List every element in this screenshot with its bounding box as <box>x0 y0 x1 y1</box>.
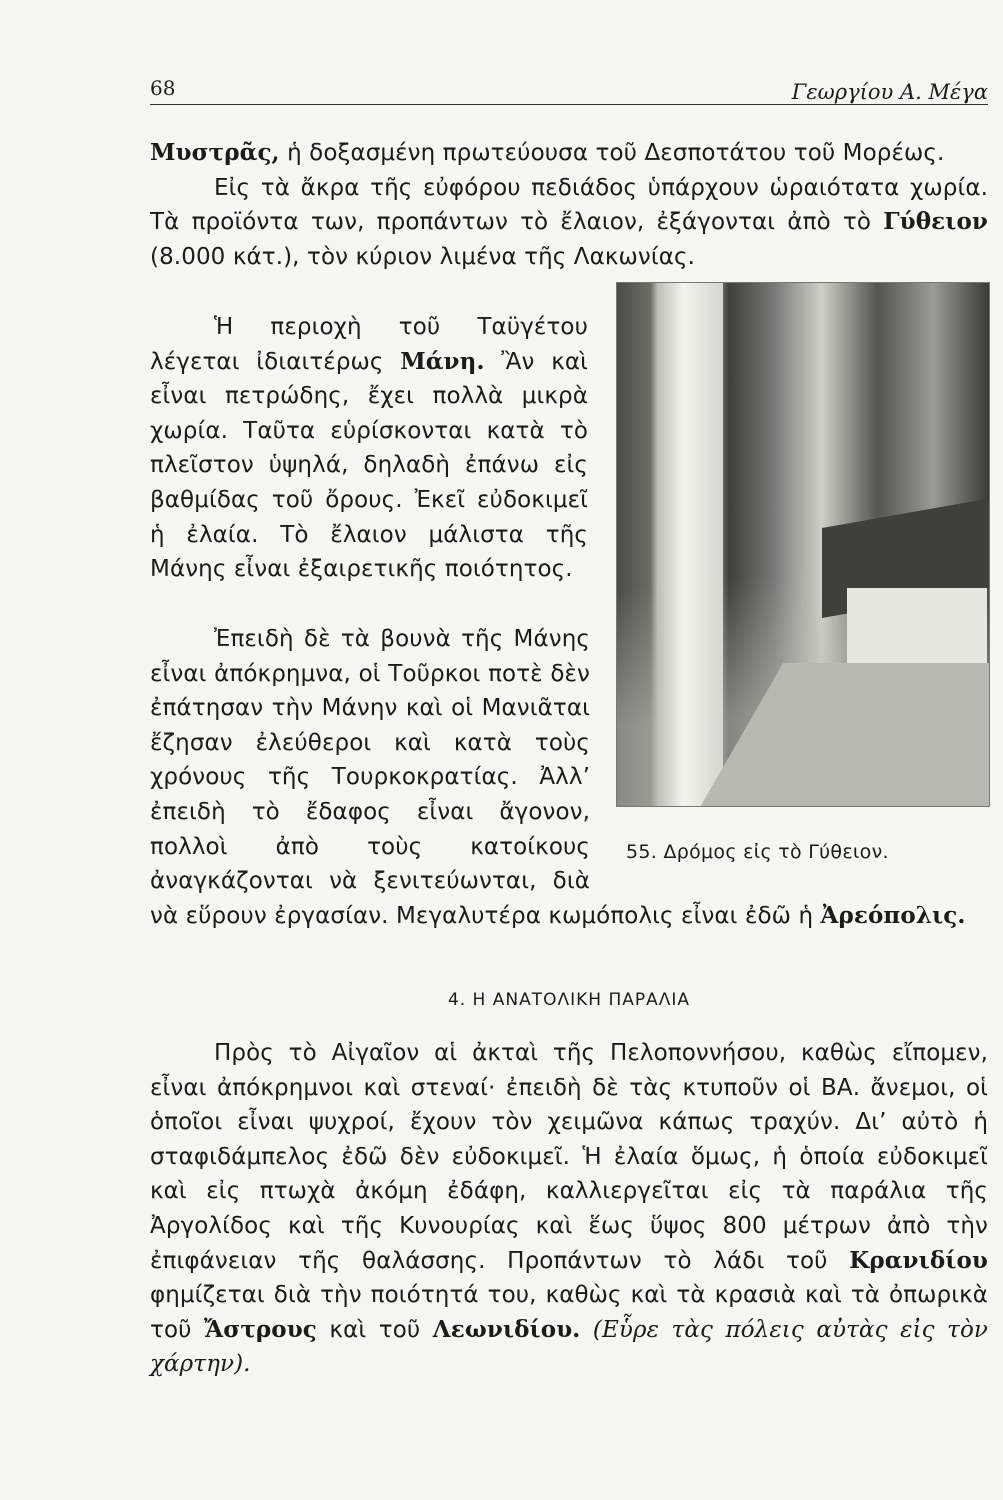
bold-term-areopolis: Ἀρεόπολις. <box>820 901 966 929</box>
paragraph-text: Ἂν καὶ εἶναι πετρώδης, ἔχει πολλὰ μικρὰ χωρία. Ταῦτα εὑρίσκονται κατὰ τὸ πλεῖστον ὑψηλά, δηλαδὴ ἐπάνω εἰς βαθμίδας τοῦ ὄρους. Ἐκεῖ εὐδοκιμεῖ ἡ ἐλαία. Τὸ ἔλαιον μάλιστα τῆς Μάνης εἶναι ἐξαιρετικῆς ποιότητος. <box>150 348 588 583</box>
paragraph-gytheio <box>150 171 988 275</box>
body-text-manites <box>150 622 988 933</box>
body-text-top <box>150 136 988 274</box>
bold-term-mystras: Μυστρᾶς, <box>150 139 280 166</box>
paragraph-text: Εἰς τὰ ἄκρα τῆς εὐφόρου πεδιάδος ὑπάρχουν ὡραιότατα χωρία. Τὰ προϊόντα των, προπάντων τὸ ἔλαιον, ἐξάγονται ἀπὸ τὸ <box>150 174 988 236</box>
figure-caption: 55. Δρόμος εἰς τὸ Γύθειον. <box>626 841 889 863</box>
paragraph-text: Ἐπειδὴ δὲ τὰ βουνὰ τῆς Μάνης εἶναι ἀπόκρημνα, οἱ Τοῦρκοι ποτὲ δὲν ἐπάτησαν τὴν Μάνην καὶ οἱ Μανιᾶται ἔζησαν ἐλεύθεροι καὶ κατὰ τοὺς χρόνους τῆς Τουρκοκρατίας. Ἀλλ’ ἐπειδὴ τὸ ἔδαφος εἶναι ἄγονον, πολλοὶ ἀπὸ τοὺς κατοίκους ἀναγκάζονται νὰ ξενιτεύωνται, διὰ νὰ εὕρουν ἐργασίαν. Μεγαλυτέρα κωμόπολις εἶναι ἐδῶ ἡ <box>150 626 821 929</box>
bold-term-gytheio: Γύθειον <box>883 208 988 236</box>
paragraph-text: καὶ τοῦ <box>316 1316 433 1343</box>
paragraph-text: (8.000 κάτ.), τὸν κύριον λιμένα τῆς Λακωνίας. <box>150 243 695 270</box>
paragraph-mystras <box>150 136 988 171</box>
bold-term-astros: Ἄστρους <box>204 1315 317 1343</box>
paragraph-mani <box>150 310 588 587</box>
paragraph-text: ἡ δοξασμένη πρωτεύουσα τοῦ Δεσποτάτου τοῦ Μορέως. <box>279 140 945 166</box>
running-head: Γεωργίου Α. Μέγα <box>791 80 988 104</box>
paragraph-text: Ἡ περιοχὴ τοῦ Ταϋγέτου λέγεται ἰδιαιτέρως <box>150 314 588 375</box>
paragraph-text: Πρὸς τὸ Αἰγαῖον αἱ ἀκταὶ τῆς Πελοποννήσου, καθὼς εἴπομεν, εἶναι ἀπόκρημνοι καὶ στεναί· ἐπειδὴ δὲ τὰς κτυποῦν οἱ ΒΑ. ἄνεμοι, οἱ ὁποῖοι εἶναι ψυχροί, ἔχουν τὸν χειμῶνα κάπως τραχύν. Δι’ αὐτὸ ἡ σταφιδάμπελος ἐδῶ δὲν εὐδοκιμεῖ. Ἡ ἐλαία ὅμως, ἡ ὁποία εὐδοκιμεῖ καὶ εἰς πτωχὰ ἀκόμη ἐδάφη, καλλιεργεῖται εἰς τὰ παράλια τῆς Ἀργολίδος καὶ τῆς Κυνουρίας καὶ ἕως ὕψος 800 μέτρων ἀπὸ τὴν ἐπιφάνειαν τῆς θαλάσσης. Προπάντων τὸ λάδι τοῦ <box>150 1040 988 1274</box>
page-number: 68 <box>150 76 176 100</box>
bold-term-kranidi: Κρανιδίου <box>849 1246 988 1274</box>
page-header <box>150 74 988 105</box>
paragraph-text: φημίζεται διὰ τὴν ποιότητά του, καθὼς καὶ τὰ κρασιὰ καὶ τὰ ὀπωρικὰ τοῦ <box>150 1282 988 1343</box>
bold-term-mani: Μάνη. <box>400 347 485 375</box>
section-heading: 4. Η ΑΝΑΤΟΛΙΚΗ ΠΑΡΑΛΙΑ <box>447 990 691 1010</box>
body-text-column <box>150 310 588 587</box>
italic-instruction: (Εὗρε τὰς πόλεις αὐτὰς εἰς τὸν χάρτην). <box>150 1316 988 1378</box>
bold-term-leonidio: Λεωνιδίου. <box>432 1315 581 1343</box>
paragraph-east-coast <box>150 1036 988 1382</box>
body-text-bottom <box>150 1036 988 1382</box>
